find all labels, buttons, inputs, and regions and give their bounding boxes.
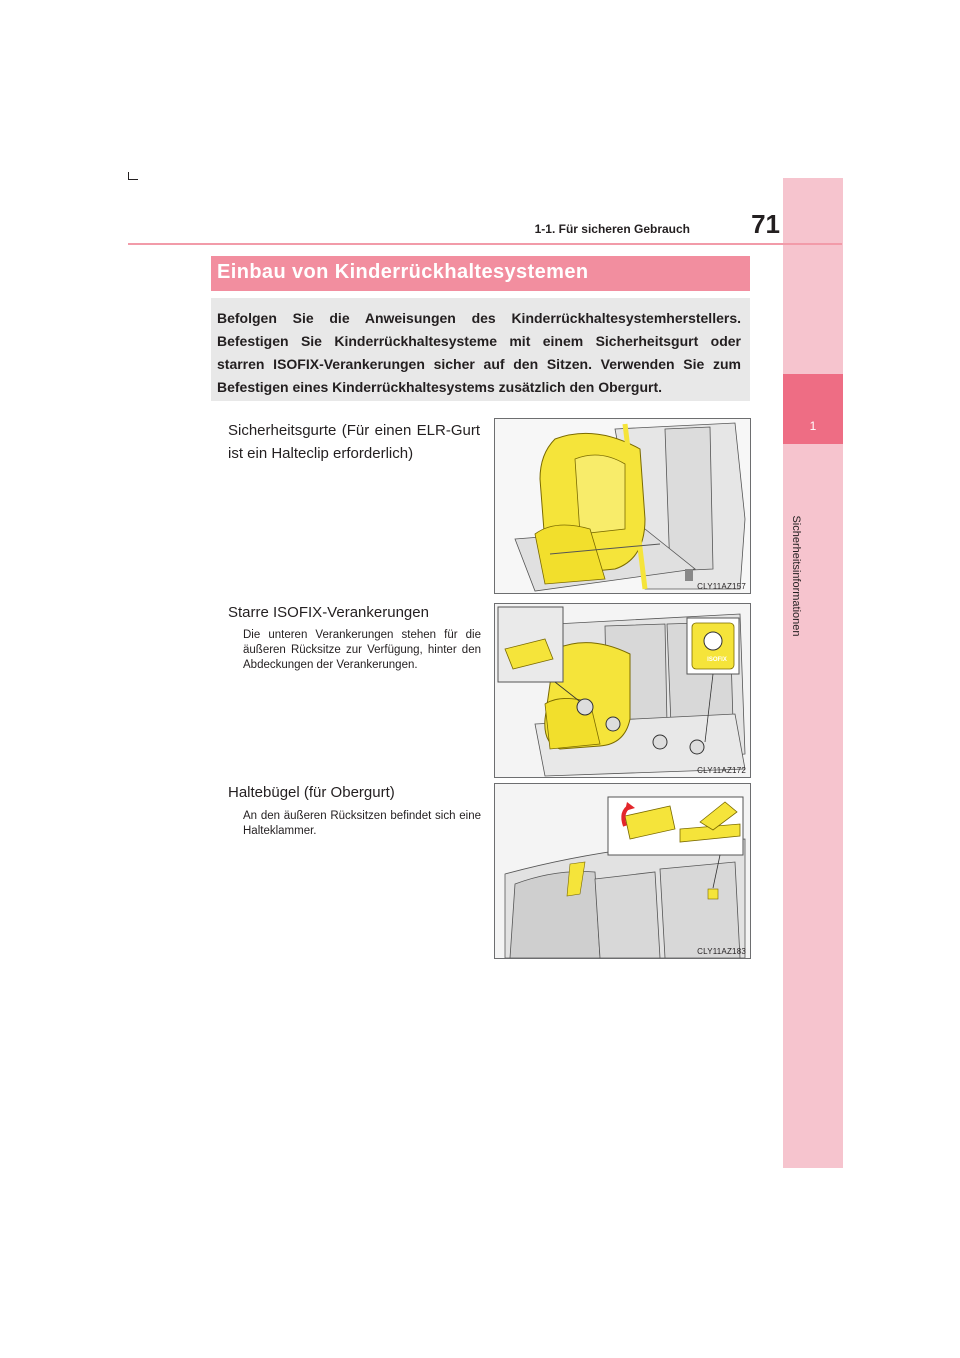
item-isofix-description: Die unteren Verankerungen stehen für die äußeren Rücksitze zur Verfügung, hinter den Abdeckungen der Verankerungen. (243, 629, 481, 671)
item-tether-title: Haltebügel (für Obergurt) (228, 784, 395, 801)
chapter-title-vertical (786, 515, 806, 637)
page-number: 71 (751, 209, 780, 239)
figure-code: CLY11AZ172 (697, 766, 746, 775)
section-title: Einbau von Kinderrückhaltesystemen (217, 261, 589, 283)
isofix-illustration (495, 604, 750, 777)
figure-seatbelt (494, 418, 751, 594)
chapter-number: 1 (809, 419, 817, 433)
figure-code: CLY11AZ183 (697, 947, 746, 956)
chapter-title: Sicherheitsinformationen (790, 515, 802, 637)
side-tab (783, 178, 843, 1168)
tether-illustration (495, 784, 750, 958)
figure-isofix (494, 603, 751, 778)
crop-mark (128, 179, 138, 180)
seatbelt-illustration (495, 419, 750, 593)
figure-tether (494, 783, 751, 959)
intro-box (211, 298, 750, 401)
item-tether-description: An den äußeren Rücksitzen befindet sich eine Halteklammer. (243, 810, 481, 837)
item-seatbelt-title: Sicherheitsgurte (Für einen ELR-Gurt ist ein Halteclip erforderlich) (228, 422, 480, 462)
intro-text: Befolgen Sie die Anweisungen des Kinderrückhaltesystemherstellers. Befestigen Sie Kinderrückhaltesysteme mit einem Sicherheitsgurt oder starren ISOFIX-Verankerungen sicher auf den Sitzen. Verwenden Sie zum Befestigen eines Kinderrückhaltesystems zusätzlich den Obergurt. (217, 310, 741, 395)
figure-code: CLY11AZ157 (697, 582, 746, 591)
running-header: 1-1. Für sicheren Gebrauch (534, 222, 690, 236)
section-title-bar (211, 256, 750, 291)
header-rule (128, 243, 842, 245)
chapter-tab (783, 374, 843, 444)
item-isofix-title: Starre ISOFIX-Verankerungen (228, 604, 429, 621)
isofix-badge-label: ISOFIX (707, 657, 727, 663)
